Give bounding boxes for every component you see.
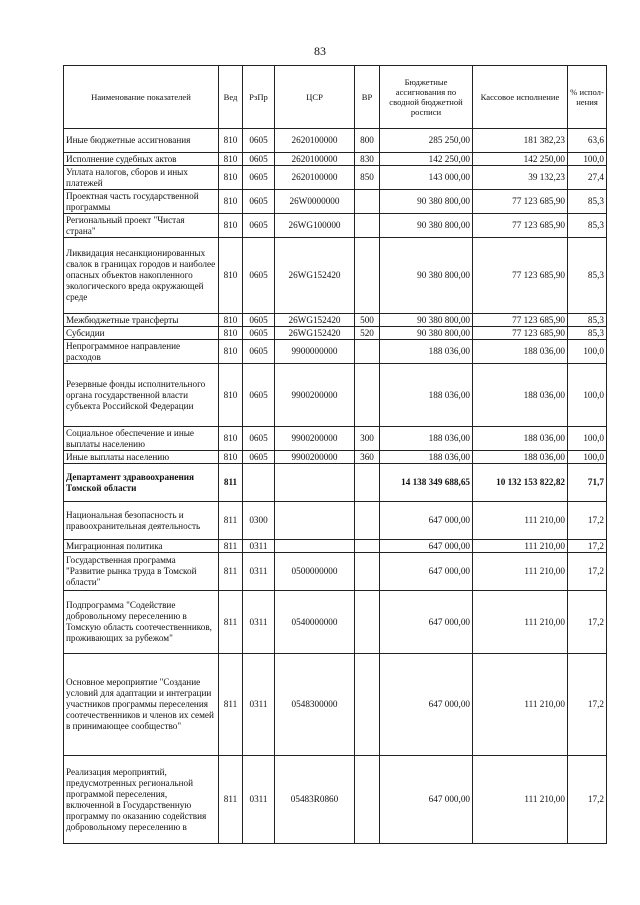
cell-budget: 142 250,00	[380, 153, 473, 166]
cell-budget: 647 000,00	[380, 540, 473, 553]
cell-csr: 26W0000000	[275, 190, 355, 214]
cell-budget: 188 036,00	[380, 364, 473, 427]
cell-cash: 188 036,00	[473, 340, 568, 364]
cell-ved: 810	[219, 214, 243, 238]
cell-percent: 100,0	[568, 340, 607, 364]
cell-budget: 188 036,00	[380, 427, 473, 451]
cell-rzpr: 0605	[243, 427, 275, 451]
cell-rzpr: 0605	[243, 364, 275, 427]
table-row	[64, 654, 607, 756]
cell-budget: 14 138 349 688,65	[380, 464, 473, 502]
cell-ved: 810	[219, 190, 243, 214]
cell-name: Департамент здравоохранения Томской области	[64, 464, 219, 502]
cell-rzpr: 0605	[243, 166, 275, 190]
cell-ved: 811	[219, 654, 243, 756]
cell-vr	[355, 540, 380, 553]
cell-percent: 100,0	[568, 451, 607, 464]
cell-budget: 90 380 800,00	[380, 214, 473, 238]
table-row	[64, 238, 607, 314]
cell-vr	[355, 464, 380, 502]
cell-cash: 188 036,00	[473, 451, 568, 464]
cell-csr	[275, 502, 355, 540]
cell-csr: 26WG100000	[275, 214, 355, 238]
cell-name: Миграционная политика	[64, 540, 219, 553]
cell-vr: 850	[355, 166, 380, 190]
cell-name: Иные выплаты населению	[64, 451, 219, 464]
cell-rzpr: 0300	[243, 502, 275, 540]
table-row	[64, 340, 607, 364]
cell-ved: 811	[219, 591, 243, 654]
cell-cash: 181 382,23	[473, 129, 568, 153]
cell-ved: 811	[219, 756, 243, 844]
table-row	[64, 153, 607, 166]
header-rzpr: РзПр	[243, 66, 275, 129]
cell-cash: 111 210,00	[473, 553, 568, 591]
cell-percent: 100,0	[568, 364, 607, 427]
table-body	[64, 129, 607, 844]
cell-csr: 05483R0860	[275, 756, 355, 844]
cell-vr: 800	[355, 129, 380, 153]
table-row	[64, 327, 607, 340]
cell-percent: 85,3	[568, 327, 607, 340]
page-number: 83	[314, 44, 326, 58]
cell-percent: 63,6	[568, 129, 607, 153]
table-row	[64, 451, 607, 464]
table-row	[64, 190, 607, 214]
cell-cash: 10 132 153 822,82	[473, 464, 568, 502]
cell-vr	[355, 364, 380, 427]
cell-ved: 810	[219, 451, 243, 464]
cell-cash: 142 250,00	[473, 153, 568, 166]
cell-ved: 810	[219, 427, 243, 451]
cell-rzpr: 0605	[243, 327, 275, 340]
cell-csr: 2620100000	[275, 166, 355, 190]
cell-budget: 90 380 800,00	[380, 327, 473, 340]
cell-cash: 77 123 685,90	[473, 327, 568, 340]
cell-budget: 647 000,00	[380, 553, 473, 591]
cell-rzpr: 0605	[243, 314, 275, 327]
table-row	[64, 591, 607, 654]
cell-name: Ликвидация несанкционированных свалок в границах городов и наиболее опасных объектов накопленного экологического вреда окружающей среде	[64, 238, 219, 314]
cell-cash: 77 123 685,90	[473, 214, 568, 238]
cell-vr: 360	[355, 451, 380, 464]
cell-budget: 143 000,00	[380, 166, 473, 190]
cell-csr	[275, 540, 355, 553]
table-row	[64, 502, 607, 540]
cell-ved: 811	[219, 553, 243, 591]
cell-percent: 17,2	[568, 756, 607, 844]
cell-cash: 111 210,00	[473, 756, 568, 844]
cell-percent: 85,3	[568, 238, 607, 314]
table-row	[64, 214, 607, 238]
cell-percent: 17,2	[568, 654, 607, 756]
cell-name: Региональный проект "Чистая страна"	[64, 214, 219, 238]
cell-budget: 90 380 800,00	[380, 314, 473, 327]
cell-csr: 0500000000	[275, 553, 355, 591]
cell-percent: 17,2	[568, 540, 607, 553]
header-vr: ВР	[355, 66, 380, 129]
cell-name: Социальное обеспечение и иные выплаты населению	[64, 427, 219, 451]
cell-name: Проектная часть государственной программы	[64, 190, 219, 214]
table-header-row	[64, 66, 607, 129]
cell-budget: 188 036,00	[380, 340, 473, 364]
cell-ved: 811	[219, 502, 243, 540]
cell-rzpr: 0605	[243, 129, 275, 153]
cell-vr	[355, 238, 380, 314]
cell-cash: 77 123 685,90	[473, 190, 568, 214]
cell-cash: 188 036,00	[473, 427, 568, 451]
cell-budget: 285 250,00	[380, 129, 473, 153]
cell-budget: 90 380 800,00	[380, 238, 473, 314]
cell-vr: 520	[355, 327, 380, 340]
table-row	[64, 427, 607, 451]
cell-name: Национальная безопасность и правоохранительная деятельность	[64, 502, 219, 540]
cell-cash: 188 036,00	[473, 364, 568, 427]
cell-name: Резервные фонды исполнительного органа государственной власти субъекта Российской Федерации	[64, 364, 219, 427]
cell-ved: 810	[219, 364, 243, 427]
cell-cash: 111 210,00	[473, 502, 568, 540]
cell-percent: 85,3	[568, 190, 607, 214]
cell-percent: 27,4	[568, 166, 607, 190]
cell-cash: 111 210,00	[473, 591, 568, 654]
cell-csr: 0548300000	[275, 654, 355, 756]
header-budget: Бюджетные ассигнования по сводной бюджетной росписи	[380, 66, 473, 129]
cell-percent: 71,7	[568, 464, 607, 502]
header-percent: % испол-нения	[568, 66, 607, 129]
cell-vr	[355, 190, 380, 214]
cell-vr	[355, 502, 380, 540]
cell-name: Государственная программа "Развитие рынка труда в Томской области"	[64, 553, 219, 591]
cell-name: Основное мероприятие "Создание условий для адаптации и интеграции участников программы переселения соотечественников и членов их семей в принимающее сообщество"	[64, 654, 219, 756]
header-name: Наименование показателей	[64, 66, 219, 129]
cell-rzpr: 0311	[243, 756, 275, 844]
cell-cash: 39 132,23	[473, 166, 568, 190]
cell-cash: 111 210,00	[473, 540, 568, 553]
cell-rzpr: 0605	[243, 190, 275, 214]
cell-budget: 647 000,00	[380, 756, 473, 844]
table-row	[64, 553, 607, 591]
cell-budget: 90 380 800,00	[380, 190, 473, 214]
table-row	[64, 464, 607, 502]
cell-percent: 85,3	[568, 214, 607, 238]
cell-name: Иные бюджетные ассигнования	[64, 129, 219, 153]
cell-name: Реализация мероприятий, предусмотренных региональной программой переселения, включенной в Государственную программу по оказанию содействия добровольному переселению в	[64, 756, 219, 844]
cell-name: Исполнение судебных актов	[64, 153, 219, 166]
cell-csr: 9900200000	[275, 364, 355, 427]
budget-execution-table	[63, 65, 607, 844]
cell-vr	[355, 591, 380, 654]
cell-vr	[355, 214, 380, 238]
cell-budget: 647 000,00	[380, 654, 473, 756]
cell-csr: 2620100000	[275, 153, 355, 166]
table-row	[64, 364, 607, 427]
cell-percent: 17,2	[568, 591, 607, 654]
cell-rzpr: 0311	[243, 591, 275, 654]
cell-rzpr: 0311	[243, 540, 275, 553]
cell-csr: 0540000000	[275, 591, 355, 654]
cell-ved: 811	[219, 540, 243, 553]
cell-vr	[355, 756, 380, 844]
cell-rzpr: 0311	[243, 553, 275, 591]
cell-ved: 810	[219, 340, 243, 364]
table-row	[64, 166, 607, 190]
cell-percent: 85,3	[568, 314, 607, 327]
cell-ved: 810	[219, 129, 243, 153]
table-row	[64, 314, 607, 327]
header-cash: Кассовое исполнение	[473, 66, 568, 129]
cell-vr	[355, 340, 380, 364]
cell-ved: 810	[219, 327, 243, 340]
cell-vr: 300	[355, 427, 380, 451]
cell-ved: 811	[219, 464, 243, 502]
table-row	[64, 129, 607, 153]
cell-csr: 26WG152420	[275, 314, 355, 327]
cell-percent: 17,2	[568, 553, 607, 591]
table-row	[64, 756, 607, 844]
cell-csr	[275, 464, 355, 502]
cell-rzpr: 0605	[243, 214, 275, 238]
cell-csr: 2620100000	[275, 129, 355, 153]
cell-csr: 26WG152420	[275, 238, 355, 314]
cell-name: Субсидии	[64, 327, 219, 340]
cell-rzpr: 0605	[243, 238, 275, 314]
cell-name: Межбюджетные трансферты	[64, 314, 219, 327]
cell-vr	[355, 553, 380, 591]
cell-rzpr: 0605	[243, 340, 275, 364]
cell-vr: 500	[355, 314, 380, 327]
cell-vr	[355, 654, 380, 756]
cell-percent: 100,0	[568, 427, 607, 451]
cell-cash: 111 210,00	[473, 654, 568, 756]
cell-name: Подпрограмма "Содействие добровольному переселению в Томскую область соотечественников, проживающих за рубежом"	[64, 591, 219, 654]
cell-ved: 810	[219, 238, 243, 314]
cell-csr: 26WG152420	[275, 327, 355, 340]
cell-ved: 810	[219, 166, 243, 190]
cell-budget: 647 000,00	[380, 502, 473, 540]
cell-ved: 810	[219, 314, 243, 327]
cell-csr: 9900200000	[275, 427, 355, 451]
cell-vr: 830	[355, 153, 380, 166]
table-row	[64, 540, 607, 553]
cell-percent: 100,0	[568, 153, 607, 166]
cell-budget: 647 000,00	[380, 591, 473, 654]
cell-csr: 9900200000	[275, 451, 355, 464]
cell-ved: 810	[219, 153, 243, 166]
header-csr: ЦСР	[275, 66, 355, 129]
cell-name: Непрограммное направление расходов	[64, 340, 219, 364]
cell-budget: 188 036,00	[380, 451, 473, 464]
cell-cash: 77 123 685,90	[473, 314, 568, 327]
cell-rzpr	[243, 464, 275, 502]
cell-rzpr: 0605	[243, 451, 275, 464]
cell-rzpr: 0311	[243, 654, 275, 756]
cell-percent: 17,2	[568, 502, 607, 540]
header-ved: Вед	[219, 66, 243, 129]
cell-rzpr: 0605	[243, 153, 275, 166]
cell-name: Уплата налогов, сборов и иных платежей	[64, 166, 219, 190]
cell-csr: 9900000000	[275, 340, 355, 364]
cell-cash: 77 123 685,90	[473, 238, 568, 314]
